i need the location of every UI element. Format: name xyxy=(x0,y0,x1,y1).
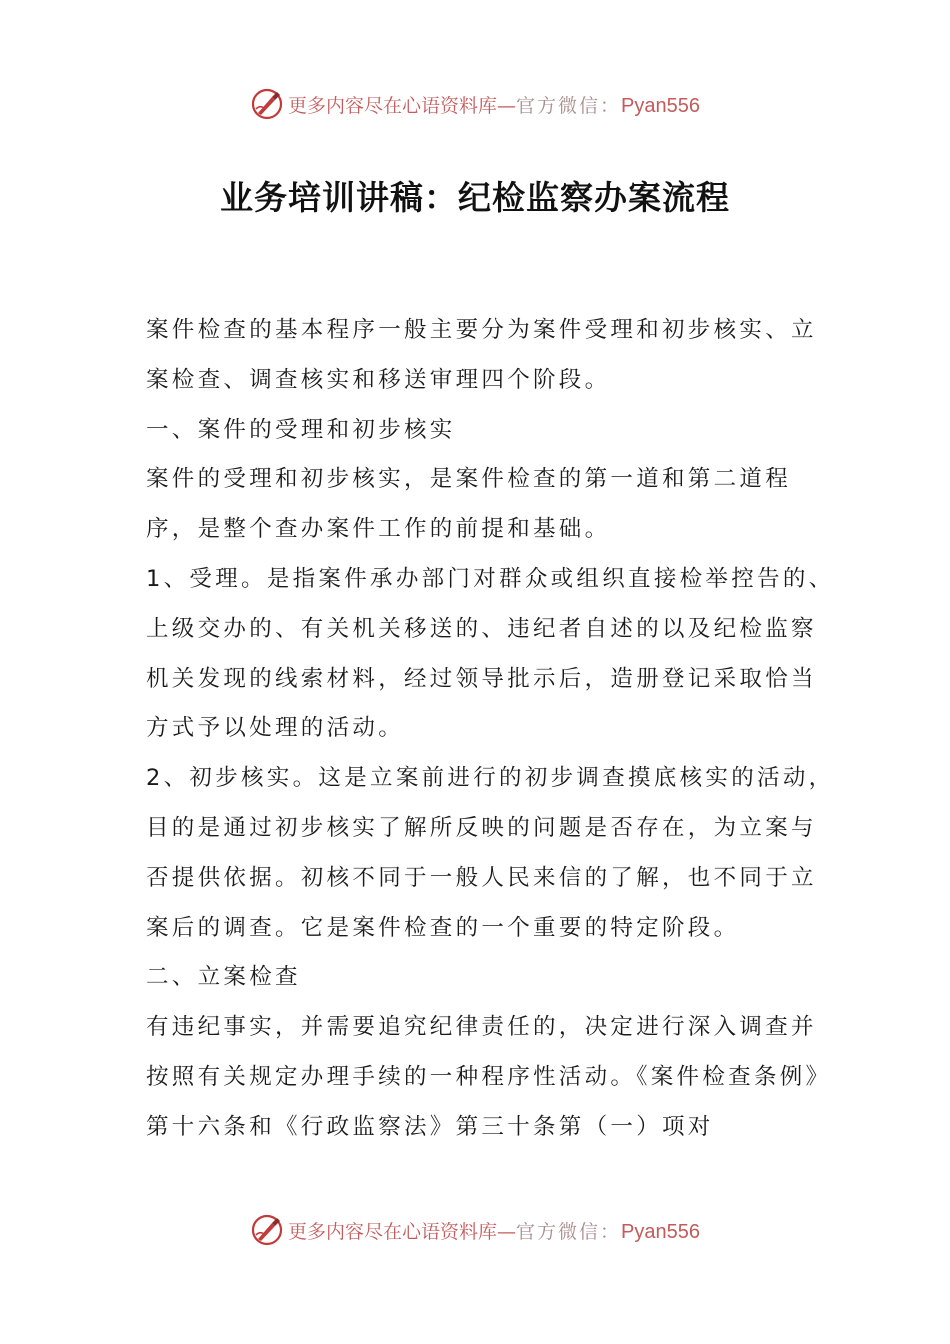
watermark-text xyxy=(288,91,700,118)
watermark-text xyxy=(288,1217,700,1244)
pen-logo-icon xyxy=(250,1213,284,1247)
watermark-site-name: 更多内容尽在心语资料库— xyxy=(288,1220,517,1243)
page-title: 业务培训讲稿：纪检监察办案流程 xyxy=(220,178,730,217)
section-heading: 一、案件的受理和初步核实 xyxy=(146,416,456,443)
watermark-wechat-id: Pyan556 xyxy=(621,94,700,117)
watermark-wechat-id: Pyan556 xyxy=(621,1220,700,1243)
header-watermark-banner xyxy=(0,84,950,124)
footer-watermark-banner xyxy=(0,1210,950,1250)
watermark-site-name: 更多内容尽在心语资料库— xyxy=(288,94,517,117)
document-body xyxy=(146,306,836,1153)
body-paragraph: 案件的受理和初步核实，是案件检查的第一道和第二道程序，是整个查办案件工作的前提和基础。 xyxy=(146,466,792,543)
body-paragraph: 2、初步核实。这是立案前进行的初步调查摸底核实的活动，目的是通过初步核实了解所反映的问题是否存在，为立案与否提供依据。初核不同于一般人民来信的了解，也不同于立案后的调查。它是案件检查的一个重要的特定阶段。 xyxy=(146,765,835,941)
watermark-wechat-label: 官方微信： xyxy=(516,1220,622,1243)
section-heading: 二、立案检查 xyxy=(146,964,301,991)
watermark-wechat-label: 官方微信： xyxy=(516,94,622,117)
pen-logo-icon xyxy=(250,87,284,121)
body-paragraph: 案件检查的基本程序一般主要分为案件受理和初步核实、立案检查、调查核实和移送审理四个阶段。 xyxy=(146,317,817,393)
body-paragraph: 1、受理。是指案件承办部门对群众或组织直接检举控告的、上级交办的、有关机关移送的、违纪者自述的以及纪检监察机关发现的线索材料，经过领导批示后，造册登记采取恰当方式予以处理的活动。 xyxy=(146,565,835,742)
body-paragraph: 有违纪事实，并需要追究纪律责任的，决定进行深入调查并按照有关规定办理手续的一种程序性活动。《案件检查条例》第十六条和《行政监察法》第三十条第（一）项对 xyxy=(146,1014,832,1140)
